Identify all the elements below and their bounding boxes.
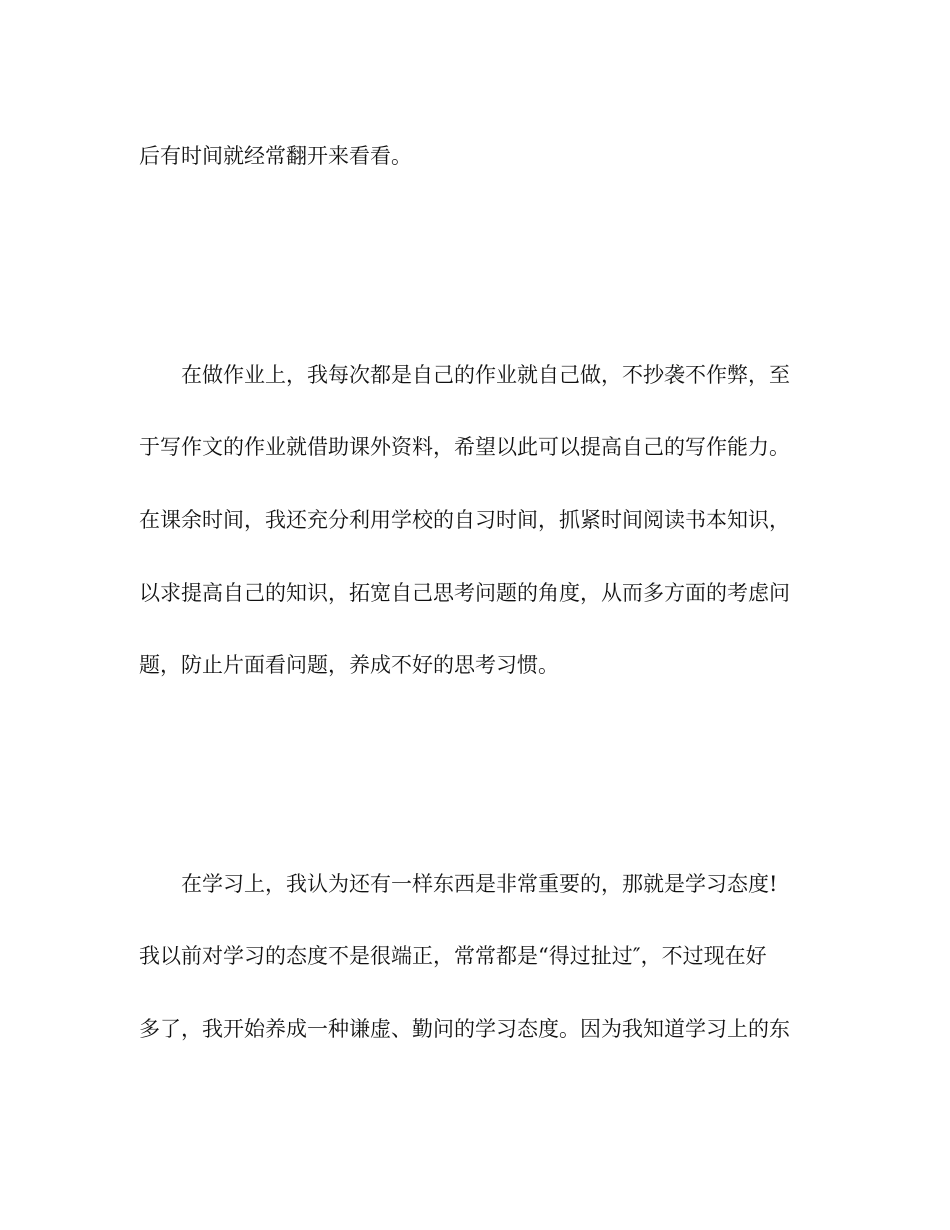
paragraph-3-line-3: 多了，我开始养成一种谦虚、勤问的学习态度。因为我知道学习上的东 — [139, 1017, 790, 1041]
paragraph-1-line-1: 后有时间就经常翻开来看看。 — [139, 144, 412, 168]
paragraph-2-line-1: 在做作业上，我每次都是自己的作业就自己做，不抄袭不作弊，至 — [181, 363, 790, 387]
paragraph-2-line-5: 题，防止片面看问题，养成不好的思考习惯。 — [139, 653, 559, 677]
paragraph-2-line-4: 以求提高自己的知识，拓宽自己思考问题的角度，从而多方面的考虑问 — [139, 581, 790, 605]
paragraph-2-line-3: 在课余时间，我还充分利用学校的自习时间，抓紧时间阅读书本知识， — [139, 508, 790, 532]
paragraph-3-line-1: 在学习上，我认为还有一样东西是非常重要的，那就是学习态度! — [181, 872, 778, 896]
paragraph-3-line-2: 我以前对学习的态度不是很端正，常常都是“得过扯过″，不过现在好 — [139, 944, 767, 968]
paragraph-2-line-2: 于写作文的作业就借助课外资料，希望以此可以提高自己的写作能力。 — [139, 435, 790, 459]
